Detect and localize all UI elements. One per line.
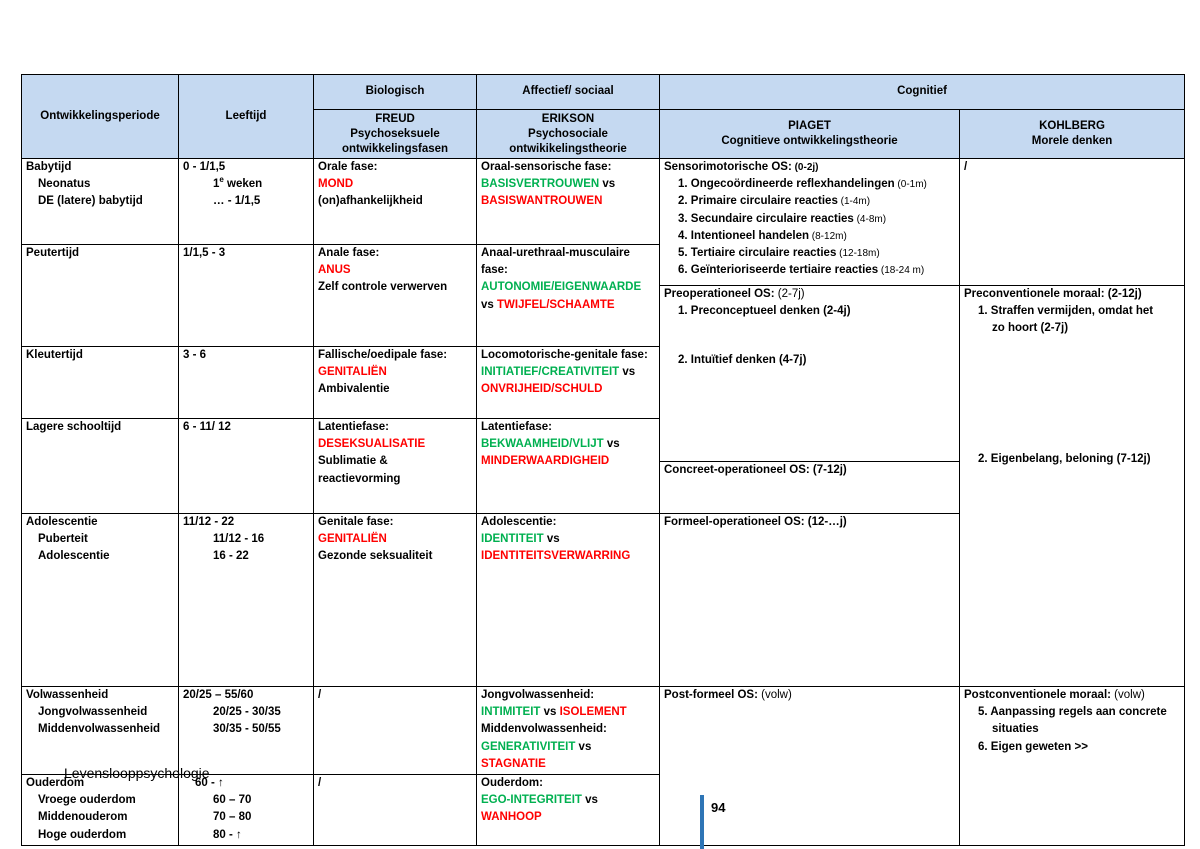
- header-cognitive: Cognitief: [660, 75, 1185, 110]
- header-erikson: ERIKSON Psychosociale ontwikikelingstheorie: [477, 110, 660, 159]
- page-number: 94: [711, 800, 726, 815]
- header-age: Leeftijd: [179, 75, 314, 159]
- sensorimotor-item: 6. Geïnterioriseerde tertiaire reacties (18-24 m): [678, 264, 925, 277]
- kohlberg-preconventional-cell: Preconventionele moraal: (2-12j) 1. Straffen vermijden, omdat het zo hoort (2-7j) 2. Eigenbelang, beloning (7-12j): [960, 286, 1185, 687]
- erikson-cell: Locomotorische-genitale fase: INITIATIEF/CREATIVITEIT vs ONVRIJHEID/SCHULD: [477, 347, 660, 419]
- piaget-postformal-cell: Post-formeel OS: (volw): [660, 687, 960, 846]
- age-cell: 0 - 1/1,5 1e weken … - 1/1,5: [179, 159, 314, 245]
- sensorimotor-item: 3. Secundaire circulaire reacties (4-8m): [678, 212, 887, 225]
- erikson-cell: Oraal-sensorische fase: BASISVERTROUWEN vs BASISWANTROUWEN: [477, 159, 660, 245]
- age-cell: 20/25 – 55/60 20/25 - 30/35 30/35 - 50/55: [179, 687, 314, 775]
- freud-cell: Latentiefase: DESEKSUALISATIE Sublimatie & reactievorming: [314, 419, 477, 514]
- page-number-bar: [700, 795, 704, 849]
- sensorimotor-item: 2. Primaire circulaire reacties (1-4m): [678, 195, 871, 208]
- header-affective: Affectief/ sociaal: [477, 75, 660, 110]
- erikson-cell: Jongvolwassenheid: INTIMITEIT vs ISOLEMENT Middenvolwassenheid: GENERATIVITEIT vs STAGNATIE: [477, 687, 660, 775]
- period-cell: Kleutertijd: [22, 347, 179, 419]
- age-cell: 3 - 6: [179, 347, 314, 419]
- period-cell: Lagere schooltijd: [22, 419, 179, 514]
- freud-cell: Anale fase: ANUS Zelf controle verwerven: [314, 245, 477, 347]
- erikson-cell: Latentiefase: BEKWAAMHEID/VLIJT vs MINDERWAARDIGHEID: [477, 419, 660, 514]
- period-cell: Babytijd Neonatus DE (latere) babytijd: [22, 159, 179, 245]
- footer-title: Levenslooppsychologie: [64, 765, 210, 781]
- kohlberg-baby-cell: /: [960, 159, 1185, 286]
- sensorimotor-list: [664, 176, 955, 279]
- kohlberg-postconventional-cell: Postconventionele moraal: (volw) 5. Aanpassing regels aan concrete situaties 6. Eigen geweten >>: [960, 687, 1185, 846]
- row-volwassenheid: [22, 687, 1185, 775]
- sensorimotor-item: 4. Intentioneel handelen (8-12m): [678, 229, 847, 242]
- development-table: [21, 74, 1185, 846]
- age-cell: 60 - ↑ 60 – 70 70 – 80 80 - ↑: [179, 775, 314, 846]
- header-period: Ontwikkelingsperiode: [22, 75, 179, 159]
- age-cell: 6 - 11/ 12: [179, 419, 314, 514]
- piaget-sensorimotor-cell: Sensorimotorische OS: (0-2j) 1. Ongecoördineerde reflexhandelingen (0-1m) 2. Primaire circulaire reacties (1-4m) 3. Secundaire circulaire reacties (4-8m) 4. Intentioneel handelen (8-12m) 5. Tertiaire circulaire reacties (12-18m) 6. Geïnterioriseerde tertiaire reacties (18-24 m): [660, 159, 960, 286]
- row-babytijd: [22, 159, 1185, 245]
- erikson-cell: Adolescentie: IDENTITEIT vs IDENTITEITSVERWARRING: [477, 514, 660, 687]
- freud-cell: Orale fase: MOND (on)afhankelijkheid: [314, 159, 477, 245]
- freud-cell: Genitale fase: GENITALIËN Gezonde seksualiteit: [314, 514, 477, 687]
- period-cell: Volwassenheid Jongvolwassenheid Middenvolwassenheid: [22, 687, 179, 775]
- age-cell: 11/12 - 22 11/12 - 16 16 - 22: [179, 514, 314, 687]
- piaget-concrete-cell: Concreet-operationeel OS: (7-12j): [660, 462, 960, 514]
- header-biological: Biologisch: [314, 75, 477, 110]
- piaget-formal-cell: Formeel-operationeel OS: (12-…j): [660, 514, 960, 687]
- freud-cell: /: [314, 775, 477, 846]
- period-cell: Ouderdom Vroege ouderdom Middenouderom Hoge ouderdom: [22, 775, 179, 846]
- period-cell: Peutertijd: [22, 245, 179, 347]
- header-freud: FREUD Psychoseksuele ontwikkelingsfasen: [314, 110, 477, 159]
- sensorimotor-item: 1. Ongecoördineerde reflexhandelingen (0-1m): [678, 178, 927, 191]
- piaget-preoperational-cell: Preoperationeel OS: (2-7j) 1. Preconceptueel denken (2-4j) 2. Intuïtief denken (4-7j): [660, 286, 960, 462]
- header-kohlberg: KOHLBERG Morele denken: [960, 110, 1185, 159]
- period-cell: Adolescentie Puberteit Adolescentie: [22, 514, 179, 687]
- erikson-cell: Ouderdom: EGO-INTEGRITEIT vs WANHOOP: [477, 775, 660, 846]
- erikson-cell: Anaal-urethraal-musculaire fase: AUTONOMIE/EIGENWAARDE vs TWIJFEL/SCHAAMTE: [477, 245, 660, 347]
- header-piaget: PIAGET Cognitieve ontwikkelingstheorie: [660, 110, 960, 159]
- freud-cell: /: [314, 687, 477, 775]
- freud-cell: Fallische/oedipale fase: GENITALIËN Ambivalentie: [314, 347, 477, 419]
- sensorimotor-item: 5. Tertiaire circulaire reacties (12-18m): [678, 247, 880, 260]
- age-cell: 1/1,5 - 3: [179, 245, 314, 347]
